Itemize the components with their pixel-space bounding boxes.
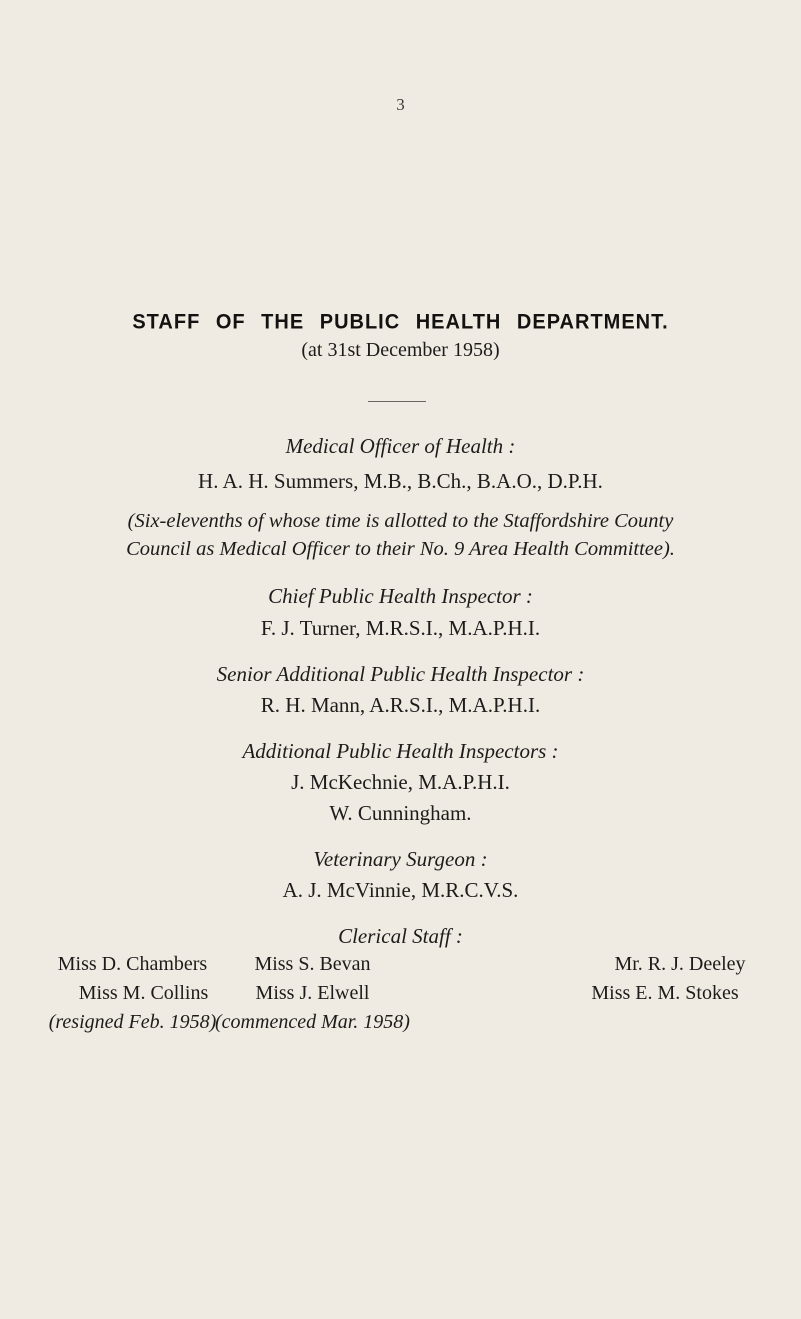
divider-rule bbox=[368, 401, 426, 402]
veterinary-surgeon-role: Veterinary Surgeon : bbox=[313, 847, 488, 871]
chief-inspector-name: F. J. Turner, M.R.S.I., M.A.P.H.I. bbox=[260, 616, 541, 640]
clerical-name: Mr. R. J. Deeley bbox=[614, 953, 746, 975]
clerical-column-2 bbox=[170, 953, 455, 1040]
page-number: 3 bbox=[396, 95, 405, 114]
clerical-note: (commenced Mar. 1958) bbox=[215, 1011, 410, 1033]
additional-inspector-name: J. McKechnie, M.A.P.H.I. bbox=[291, 770, 510, 794]
clerical-name: Miss J. Elwell bbox=[255, 982, 370, 1004]
clerical-staff-role: Clerical Staff : bbox=[338, 924, 463, 948]
page-subtitle: (at 31st December 1958) bbox=[301, 339, 500, 361]
veterinary-surgeon-name: A. J. McVinnie, M.R.C.V.S. bbox=[282, 878, 519, 902]
clerical-note: (resigned Feb. 1958) bbox=[48, 1011, 217, 1033]
clerical-name: Miss S. Bevan bbox=[254, 953, 371, 975]
page-title: STAFF OF THE PUBLIC HEALTH DEPARTMENT. bbox=[132, 310, 669, 334]
medical-officer-note-line2: Council as Medical Officer to their No. 9 Area Health Committee). bbox=[126, 538, 675, 560]
clerical-name: Miss M. Collins bbox=[78, 982, 209, 1004]
medical-officer-note-line1: (Six-elevenths of whose time is allotted to the Staffordshire County bbox=[127, 510, 674, 532]
senior-inspector-role: Senior Additional Public Health Inspector : bbox=[216, 662, 585, 686]
chief-inspector-role: Chief Public Health Inspector : bbox=[268, 584, 533, 608]
senior-inspector-name: R. H. Mann, A.R.S.I., M.A.P.H.I. bbox=[260, 693, 541, 717]
additional-inspectors-role: Additional Public Health Inspectors : bbox=[242, 739, 559, 763]
medical-officer-role: Medical Officer of Health : bbox=[285, 434, 516, 458]
medical-officer-name: H. A. H. Summers, M.B., B.Ch., B.A.O., D.P.H. bbox=[198, 469, 603, 493]
clerical-name: Miss D. Chambers bbox=[57, 953, 208, 975]
clerical-name: Miss E. M. Stokes bbox=[591, 982, 739, 1004]
clerical-column-3 bbox=[545, 953, 785, 1011]
additional-inspector-name: W. Cunningham. bbox=[329, 801, 472, 825]
